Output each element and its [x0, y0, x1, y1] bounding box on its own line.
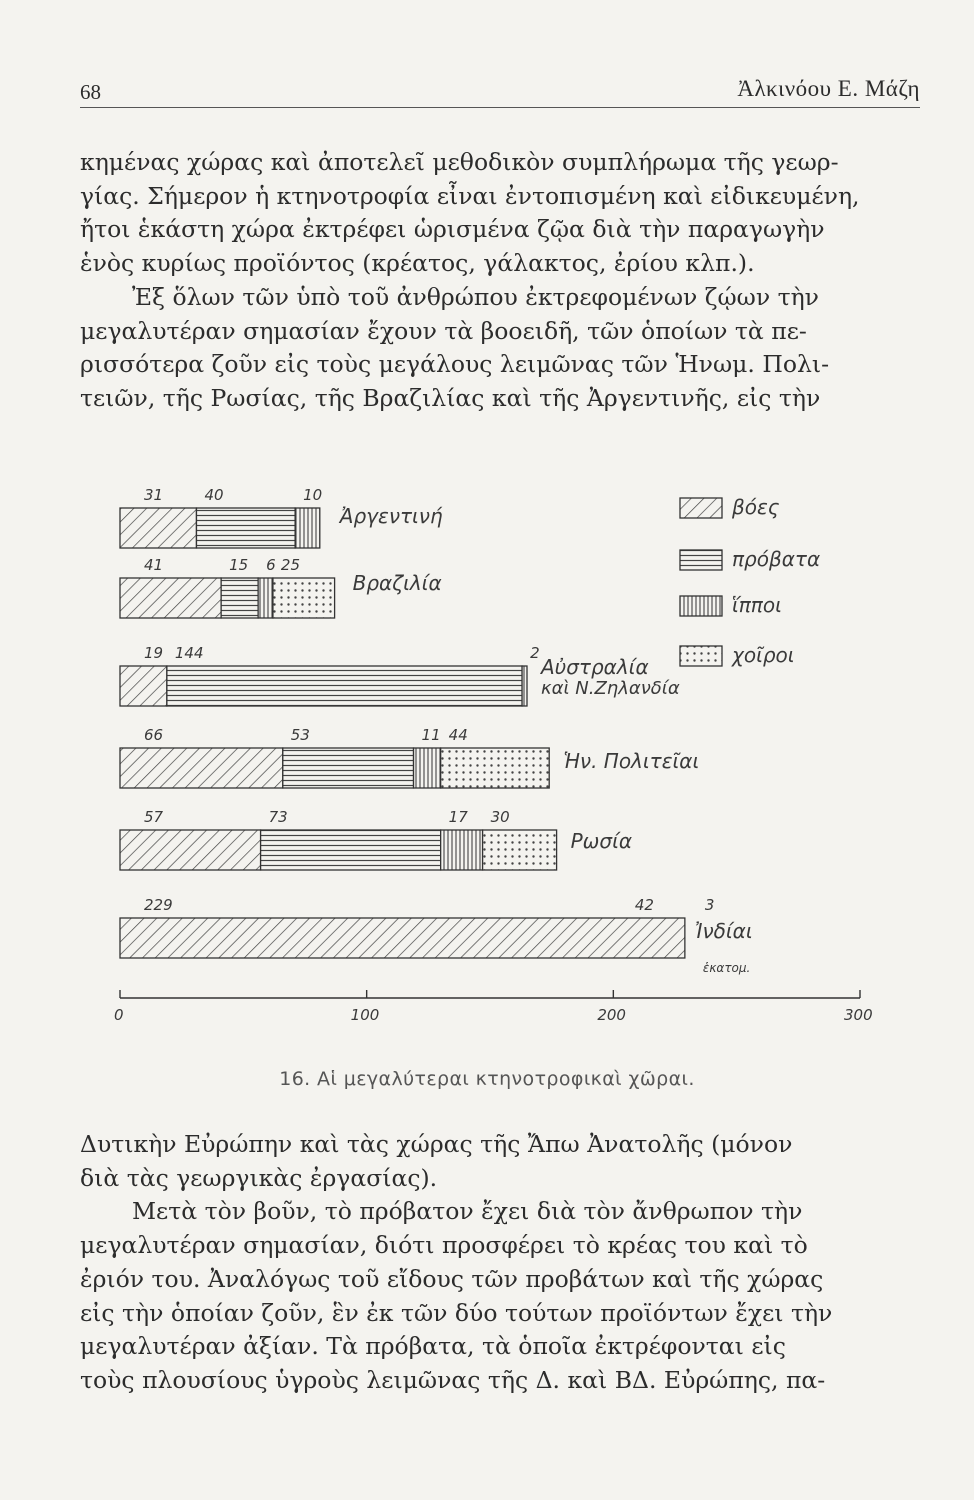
text-line: γίας. Σήμερον ἡ κτηνοτροφία εἶναι ἐντοπισμένη καὶ εἰδικευμένη,	[80, 181, 860, 210]
legend-item	[680, 547, 820, 571]
legend-item	[680, 593, 782, 617]
text-line: ρισσότερα ζοῦν εἰς τοὺς μεγάλους λειμῶνας τῶν Ἡνωμ. Πολι-	[80, 350, 830, 379]
bar-segment-pigs	[273, 578, 335, 618]
country-bar-group	[120, 644, 680, 706]
bar-segment-cattle	[120, 508, 196, 548]
page-header	[80, 76, 920, 110]
segment-value-label: 42	[634, 896, 654, 914]
text-line: ἑνὸς κυρίως προϊόντος (κρέατος, γάλακτος, ἐρίου κλπ.).	[80, 249, 755, 278]
page-number: 68	[80, 80, 101, 104]
segment-value-label: 44	[448, 726, 468, 744]
bar-segment-sheep	[167, 666, 522, 706]
country-bar-group	[120, 486, 443, 548]
x-tick-label: 200	[597, 1006, 626, 1024]
bar-segment-sheep	[283, 748, 414, 788]
text-line: Ἐξ ὅλων τῶν ὑπὸ τοῦ ἀνθρώπου ἐκτρεφομένων ζῴων τὴν	[132, 282, 819, 311]
livestock-chart	[110, 468, 930, 1028]
bar-segment-sheep	[221, 578, 258, 618]
segment-value-label: 229	[144, 896, 173, 914]
country-label: Ἀργεντινή	[339, 504, 443, 528]
segment-value-label: 53	[290, 726, 310, 744]
country-bar-group	[120, 808, 632, 870]
bar-segment-horses	[441, 830, 483, 870]
bar-segment-cattle	[120, 748, 283, 788]
text-line: μεγαλυτέραν σημασίαν, διότι προσφέρει τὸ κρέας του καὶ τὸ	[80, 1231, 808, 1260]
livestock-figure	[110, 468, 930, 1028]
legend-label: χοῖροι	[732, 643, 795, 667]
bar-segment-cattle	[120, 578, 221, 618]
bar-segment-horses	[522, 666, 527, 706]
legend-label: ἵπποι	[732, 593, 782, 617]
segment-value-label: 11	[421, 726, 441, 744]
legend-item	[680, 643, 795, 667]
legend-label: πρόβατα	[732, 547, 821, 571]
text-line: ἤτοι ἑκάστη χώρα ἐκτρέφει ὡρισμένα ζῷα διὰ τὴν παραγωγὴν	[80, 215, 825, 244]
segment-value-label: 73	[268, 808, 288, 826]
country-label: καὶ Ν.Ζηλανδία	[541, 678, 680, 699]
bar-segment-sheep	[196, 508, 295, 548]
country-label: Ρωσία	[570, 829, 633, 853]
text-line: μεγαλυτέραν ἀξίαν. Τὰ πρόβατα, τὰ ὁποῖα ἐκτρέφονται εἰς	[80, 1332, 786, 1361]
legend-item	[680, 495, 780, 519]
text-line: ἐριόν του. Ἀναλόγως τοῦ εἴδους τῶν προβάτων καὶ τῆς χώρας	[80, 1264, 824, 1293]
bottom-paragraph	[80, 1128, 926, 1398]
figure-caption: 16. Αἱ μεγαλύτεραι κτηνοτροφικαὶ χῶραι.	[279, 1068, 695, 1090]
segment-value-label: 17	[448, 808, 468, 826]
segment-value-label: 40	[204, 486, 224, 504]
text-line: μεγαλυτέραν σημασίαν ἔχουν τὰ βοοειδῆ, τῶν ὁποίων τὰ πε-	[80, 316, 807, 345]
country-label: Ἰνδίαι	[694, 919, 753, 943]
text-line: Δυτικὴν Εὐρώπην καὶ τὰς χώρας τῆς Ἄπω Ἀνατολῆς (μόνον	[80, 1130, 793, 1158]
segment-value-label: 3	[704, 896, 715, 914]
unit-label: ἑκατομ.	[702, 961, 751, 975]
country-label: Ἡν. Πολιτεῖαι	[563, 749, 700, 773]
bar-segment-cattle	[120, 666, 167, 706]
x-tick-label: 0	[114, 1006, 124, 1024]
segment-value-label: 31	[144, 486, 164, 504]
x-tick-label: 100	[350, 1006, 380, 1024]
bar-segment-horses	[258, 578, 273, 618]
segment-value-label: 6	[266, 556, 276, 574]
bar-segment-horses	[414, 748, 441, 788]
header-rule	[80, 107, 920, 108]
segment-value-label: 30	[490, 808, 510, 826]
country-label: Αὐστραλία	[541, 655, 649, 679]
bar-segment-horses	[295, 508, 320, 548]
legend-swatch-horses	[680, 596, 722, 616]
country-label: Βραζιλία	[352, 571, 442, 595]
legend-label: βόες	[732, 495, 780, 519]
segment-value-label: 19	[144, 644, 164, 662]
bar-segment-cattle	[120, 918, 685, 958]
legend-swatch-sheep	[680, 550, 722, 570]
text-line: τειῶν, τῆς Ρωσίας, τῆς Βραζιλίας καὶ τῆς Ἀργεντινῆς, εἰς τὴν	[80, 383, 821, 412]
segment-value-label: 10	[303, 486, 323, 504]
bar-segment-cattle	[120, 830, 261, 870]
segment-value-label: 144	[174, 644, 204, 662]
segment-value-label: 25	[280, 556, 301, 574]
text-line: διὰ τὰς γεωργικὰς ἐργασίας).	[80, 1163, 438, 1192]
segment-value-label: 41	[144, 556, 164, 574]
country-bar-group	[120, 896, 753, 958]
segment-value-label: 15	[229, 556, 249, 574]
x-tick-label: 300	[844, 1006, 873, 1024]
text-line: εἰς τὴν ὁποίαν ζοῦν, ἓν ἐκ τῶν δύο τούτων προϊόντων ἔχει τὴν	[80, 1298, 833, 1327]
top-paragraph	[80, 146, 926, 416]
text-line: κημένας χώρας καὶ ἀποτελεῖ μεθοδικὸν συμπλήρωμα τῆς γεωρ-	[80, 148, 839, 176]
legend-swatch-cattle	[680, 498, 722, 518]
bar-segment-pigs	[483, 830, 557, 870]
bar-segment-sheep	[261, 830, 441, 870]
bar-segment-pigs	[441, 748, 550, 788]
segment-value-label: 57	[144, 808, 164, 826]
text-line: Μετὰ τὸν βοῦν, τὸ πρόβατον ἔχει διὰ τὸν ἄνθρωπον τὴν	[132, 1197, 803, 1226]
legend-swatch-pigs	[680, 646, 722, 666]
segment-value-label: 2	[530, 644, 540, 662]
segment-value-label: 66	[144, 726, 164, 744]
country-bar-group	[120, 726, 699, 788]
running-head: Ἀλκινόου Ε. Μάζη	[737, 76, 920, 101]
text-line: τοὺς πλουσίους ὑγροὺς λειμῶνας τῆς Δ. καὶ ΒΔ. Εὐρώπης, πα-	[80, 1365, 826, 1394]
country-bar-group	[120, 556, 442, 618]
